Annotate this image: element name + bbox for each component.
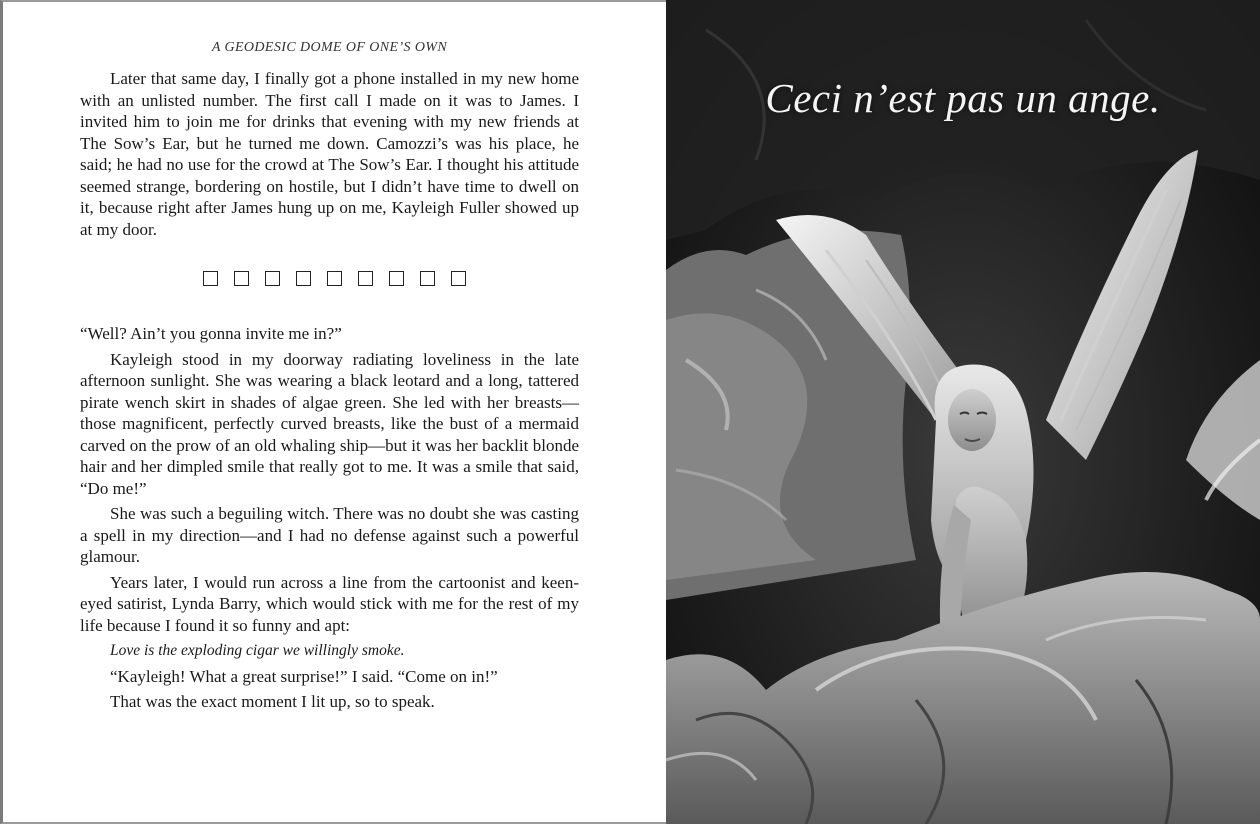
section-one-text [80,68,579,244]
angel-photo-illustration [666,0,1260,824]
ornament-box [420,271,435,286]
ornament-box [234,271,249,286]
ornament-box [327,271,342,286]
quotation: Love is the exploding cigar we willingly smoke. [110,642,405,659]
section-break-ornament [3,271,666,286]
paragraph: Later that same day, I finally got a phone installed in my new home with an unlisted number. The first call I made on it was to James. I invited him to join me for drinks that evening with my new friends at The Sow’s Ear, but he turned me down. Camozzi’s was his place, he said; he had no use for the crowd at The Sow’s Ear. I thought his attitude seemed strange, bordering on hostile, but I didn’t have time to dwell on it, because right after James hung up on me, Kayleigh Fuller showed up at my door. [80,69,579,239]
ornament-box [265,271,280,286]
ornament-box [358,271,373,286]
photo-caption: Ceci n’est pas un ange. [765,75,1161,121]
ornament-box [451,271,466,286]
running-head: A GEODESIC DOME OF ONE’S OWN [211,40,448,55]
ornament-box [389,271,404,286]
right-page-photo [666,0,1260,824]
paragraph: Years later, I would run across a line from the cartoonist and keen-eyed satirist, Lynda Barry, which would stick with me for the rest of my life because I found it so funny and apt: [80,572,579,635]
ornament-box [296,271,311,286]
ornament-box [203,271,218,286]
paragraph: “Kayleigh! What a great surprise!” I said. “Come on in!” [110,666,498,686]
paragraph: Kayleigh stood in my doorway radiating loveliness in the late afternoon sunlight. She was wearing a black leotard and a long, tattered pirate wench skirt in shades of algae green. She led with her breasts—those magnificent, perfectly curved breasts, like the bust of a mermaid carved on the prow of an old whaling ship—but it was her backlit blonde hair and her dimpled smile that really got to me. It was a smile that said, “Do me!” [80,349,579,498]
paragraph: That was the exact moment I lit up, so to speak. [110,692,435,711]
section-two-text [80,323,579,717]
dialogue-paragraph: “Well? Ain’t you gonna invite me in?” [80,324,342,343]
paragraph: She was such a beguiling witch. There was no doubt she was casting a spell in my direction—and I had no defense against such a powerful glamour. [80,504,579,566]
